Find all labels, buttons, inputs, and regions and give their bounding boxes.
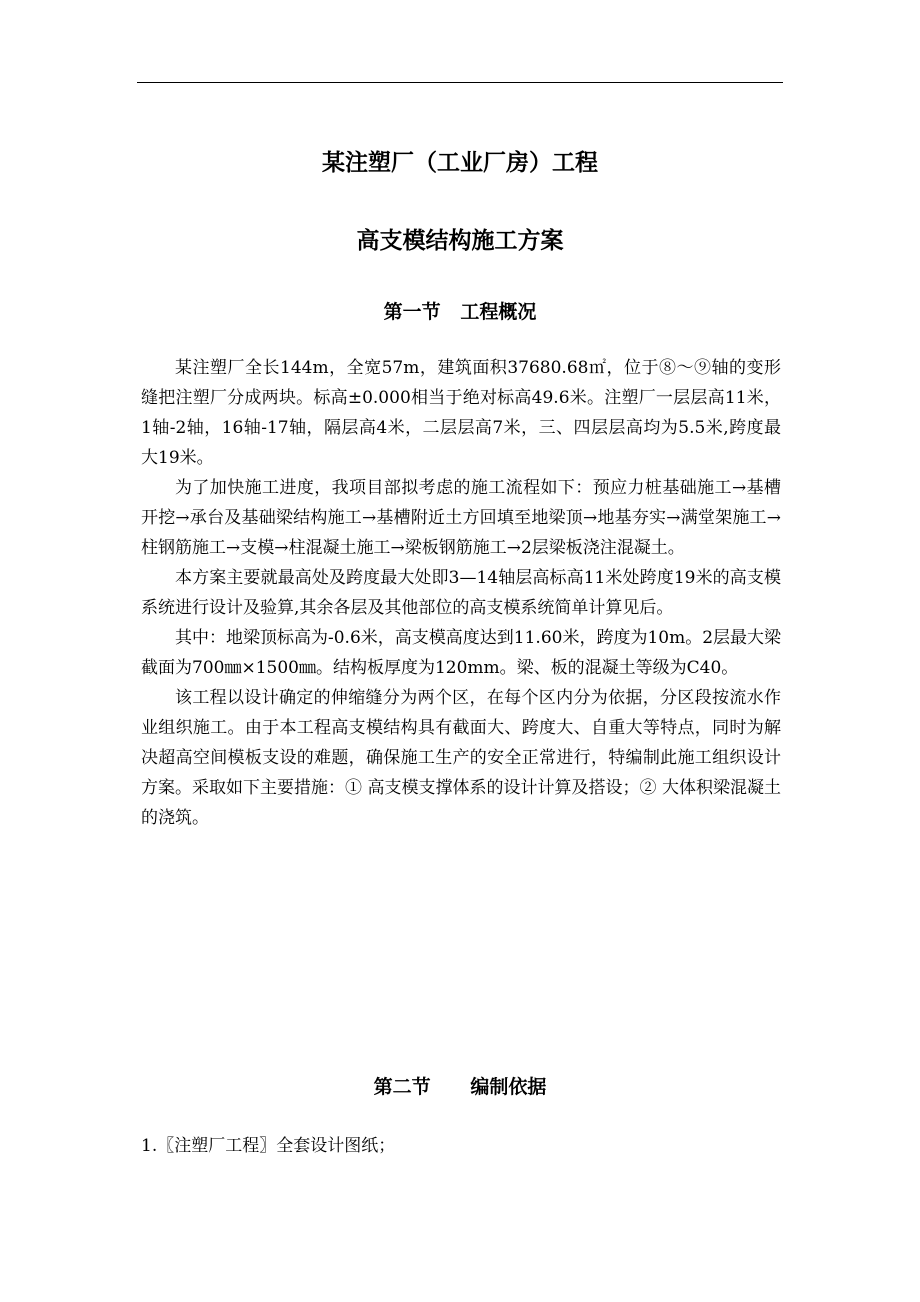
document-title: 某注塑厂（工业厂房）工程 xyxy=(322,150,598,176)
header-rule xyxy=(137,82,783,83)
section-heading-2: 第二节 编制依据 xyxy=(373,1076,547,1098)
section-heading-1: 第一节 工程概况 xyxy=(383,301,537,323)
paragraph: 某注塑厂全长144m，全宽57m，建筑面积37680.68㎡，位于⑧～⑨轴的变形缝把注塑厂分成两块。标高±0.000相当于绝对标高49.6米。注塑厂一层层高11米，1轴-2轴，16轴-17轴，隔层高4米，二层层高7米，三、四层层高均为5.5米,跨度最大19米。 xyxy=(141,358,781,468)
list-item: 1.〖注塑厂工程〗全套设计图纸； xyxy=(141,1136,396,1156)
paragraph: 该工程以设计确定的伸缩缝分为两个区，在每个区内分为依据，分区段按流水作业组织施工。由于本工程高支模结构具有截面大、跨度大、自重大等特点，同时为解决超高空间模板支设的难题，确保施工生产的安全正常进行，特编制此施工组织设计方案。采取如下主要措施：① 高支模支撑体系的设计计算及搭设；② 大体积梁混凝土的浇筑。 xyxy=(141,688,781,828)
section-body-1 xyxy=(141,353,781,833)
document-subtitle: 高支模结构施工方案 xyxy=(356,228,564,254)
paragraph: 为了加快施工进度，我项目部拟考虑的施工流程如下：预应力桩基础施工→基槽开挖→承台及基础梁结构施工→基槽附近土方回填至地梁顶→地基夯实→满堂架施工→柱钢筋施工→支模→柱混凝土施工→梁板钢筋施工→2层梁板浇注混凝土。 xyxy=(141,478,781,558)
paragraph: 本方案主要就最高处及跨度最大处即3—14轴层高标高11米处跨度19米的高支模系统进行设计及验算,其余各层及其他部位的高支模系统简单计算见后。 xyxy=(141,568,781,618)
paragraph: 其中：地梁顶标高为-0.6米，高支模高度达到11.60米，跨度为10m。2层最大梁截面为700㎜×1500㎜。结构板厚度为120mm。梁、板的混凝土等级为C40。 xyxy=(141,628,782,678)
